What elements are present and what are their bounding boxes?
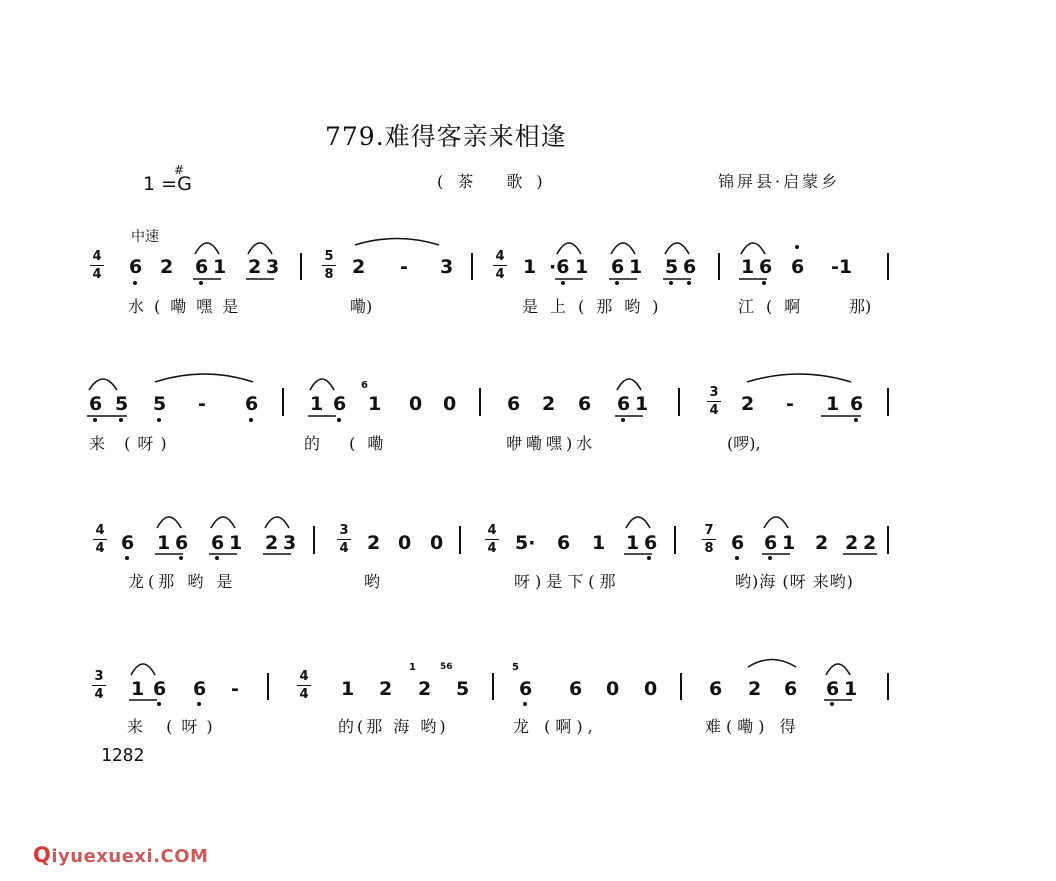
note: 6 bbox=[759, 256, 773, 278]
note: 2 bbox=[265, 532, 279, 554]
note: 2 bbox=[367, 532, 381, 554]
note: ·6 bbox=[549, 256, 570, 278]
note: 1 bbox=[844, 678, 858, 700]
time-signature: 7 8 bbox=[702, 524, 716, 555]
note: 5 bbox=[665, 256, 679, 278]
note: 6 bbox=[826, 678, 840, 700]
note: 6 bbox=[578, 393, 592, 415]
note: 0 bbox=[606, 678, 620, 700]
note: 6 bbox=[175, 532, 189, 554]
note: 6 bbox=[764, 532, 778, 554]
genre-label: (茶 歌) bbox=[437, 172, 557, 191]
time-signature: 4 4 bbox=[297, 670, 311, 701]
dot bbox=[215, 556, 219, 560]
note: 6 bbox=[193, 678, 207, 700]
dot bbox=[621, 418, 625, 422]
note: - bbox=[231, 678, 239, 700]
note: 1 bbox=[782, 532, 796, 554]
slur bbox=[155, 374, 253, 382]
note: 1 bbox=[131, 678, 145, 700]
note: 1 bbox=[741, 256, 755, 278]
dot bbox=[669, 281, 673, 285]
note: 5 bbox=[115, 393, 129, 415]
note: - bbox=[400, 256, 408, 278]
note: 6 bbox=[211, 532, 225, 554]
lyric: 嘞) bbox=[350, 297, 373, 316]
grace-note: 5 bbox=[512, 662, 519, 673]
dot bbox=[687, 281, 691, 285]
lyric: 江(啊 bbox=[738, 297, 813, 316]
note: 6 bbox=[195, 256, 209, 278]
slur bbox=[355, 239, 439, 246]
note: - bbox=[198, 393, 206, 415]
dot bbox=[93, 418, 97, 422]
note: 3 bbox=[440, 256, 454, 278]
dot bbox=[337, 418, 341, 422]
note: 6 bbox=[557, 532, 571, 554]
key-note: G bbox=[177, 173, 192, 195]
time-signature: 3 4 bbox=[92, 670, 106, 701]
dot bbox=[157, 418, 161, 422]
slur bbox=[157, 517, 181, 528]
dot bbox=[830, 702, 834, 706]
note: 1 bbox=[229, 532, 243, 554]
note: 6 bbox=[153, 678, 167, 700]
note: 2 bbox=[863, 532, 877, 554]
dot bbox=[125, 556, 129, 560]
note: 6 bbox=[731, 532, 745, 554]
lyric: 难(嘞) 得 bbox=[705, 717, 801, 736]
dot bbox=[762, 281, 766, 285]
dot bbox=[735, 556, 739, 560]
note: 2 bbox=[748, 678, 762, 700]
lyric: 哟)海 (呀 来哟) bbox=[735, 572, 854, 591]
note: 2 bbox=[352, 256, 366, 278]
note: 2 bbox=[160, 256, 174, 278]
time-signature: 4 4 bbox=[90, 250, 104, 281]
slur bbox=[89, 379, 117, 390]
note: 1 bbox=[592, 532, 606, 554]
note: 2 bbox=[815, 532, 829, 554]
lyric: 龙 (啊), bbox=[513, 717, 598, 736]
note: 0 bbox=[430, 532, 444, 554]
note: -1 bbox=[831, 256, 853, 278]
note: 6 bbox=[644, 532, 658, 554]
slur bbox=[617, 379, 641, 390]
dot bbox=[523, 702, 527, 706]
dot bbox=[795, 245, 799, 249]
note: 0 bbox=[644, 678, 658, 700]
page-number: 1282 bbox=[101, 745, 145, 766]
note: 5 bbox=[153, 393, 167, 415]
key-prefix: 1 = bbox=[143, 173, 178, 195]
note: 1 bbox=[629, 256, 643, 278]
note: 6 bbox=[89, 393, 103, 415]
note: 1 bbox=[626, 532, 640, 554]
site-watermark: Qiyuexuexi.COM bbox=[33, 843, 209, 867]
note: 0 bbox=[443, 393, 457, 415]
dot bbox=[199, 281, 203, 285]
note: 2 bbox=[418, 678, 432, 700]
time-signature: 3 4 bbox=[707, 386, 721, 417]
note: 6 bbox=[784, 678, 798, 700]
grace-note: 1 bbox=[409, 662, 416, 673]
lyric: 是上(那哟) bbox=[522, 297, 671, 316]
slur bbox=[748, 660, 796, 668]
origin-label: 锦屏县·启蒙乡 bbox=[718, 172, 841, 191]
lyric: 来 (呀) bbox=[89, 434, 174, 453]
lyric: 那) bbox=[849, 297, 872, 316]
dot bbox=[197, 702, 201, 706]
grace-note: 6 bbox=[361, 380, 368, 391]
slur bbox=[211, 517, 235, 528]
note: 2 bbox=[248, 256, 262, 278]
sharp-sign: # bbox=[174, 163, 185, 177]
slur bbox=[131, 664, 155, 675]
slur bbox=[265, 517, 289, 528]
slur bbox=[741, 243, 765, 254]
time-signature: 3 4 bbox=[337, 524, 351, 555]
slur bbox=[826, 664, 850, 675]
slur bbox=[747, 374, 851, 382]
note: 5· bbox=[515, 532, 536, 554]
dot bbox=[854, 418, 858, 422]
lyric: (啰), bbox=[727, 434, 761, 453]
note: 1 bbox=[575, 256, 589, 278]
note: 6 bbox=[129, 256, 143, 278]
slur bbox=[310, 379, 334, 390]
lyric: 来 (呀) bbox=[127, 717, 222, 736]
slur bbox=[611, 243, 635, 254]
song-title: 779.难得客亲来相逢 bbox=[325, 122, 567, 151]
note: 6 bbox=[519, 678, 533, 700]
note: 0 bbox=[398, 532, 412, 554]
note: 6 bbox=[617, 393, 631, 415]
note: 1 bbox=[826, 393, 840, 415]
note: 1 bbox=[157, 532, 171, 554]
dot bbox=[249, 418, 253, 422]
dot bbox=[119, 418, 123, 422]
note: 6 bbox=[611, 256, 625, 278]
dot bbox=[133, 281, 137, 285]
time-signature: 5 8 bbox=[322, 250, 336, 281]
note: 1 bbox=[213, 256, 227, 278]
note: 1 bbox=[368, 393, 382, 415]
slur bbox=[764, 517, 788, 528]
grace-note: 56 bbox=[440, 662, 453, 672]
lyric: 咿嘞嘿)水 bbox=[506, 434, 597, 453]
note: 3 bbox=[283, 532, 297, 554]
slur bbox=[626, 517, 650, 528]
slur bbox=[665, 243, 689, 254]
slur bbox=[195, 243, 219, 254]
note: 1 bbox=[341, 678, 355, 700]
time-signature: 4 4 bbox=[93, 524, 107, 555]
note: 6 bbox=[709, 678, 723, 700]
lyric: 水(嘞嘿是 bbox=[128, 297, 249, 316]
note: 6 bbox=[791, 256, 805, 278]
lyric: 呀)是下(那 bbox=[514, 572, 621, 591]
note: 2 bbox=[845, 532, 859, 554]
slur bbox=[248, 243, 272, 254]
dot bbox=[157, 702, 161, 706]
lyric: 龙(那 哟 是 bbox=[128, 572, 237, 591]
slur bbox=[557, 243, 581, 254]
note: 0 bbox=[409, 393, 423, 415]
tempo-marking: 中速 bbox=[131, 229, 159, 245]
note: 6 bbox=[683, 256, 697, 278]
underlines bbox=[87, 279, 877, 700]
note: 6 bbox=[850, 393, 864, 415]
note: 3 bbox=[266, 256, 280, 278]
note: 6 bbox=[569, 678, 583, 700]
note: 6 bbox=[333, 393, 347, 415]
barlines bbox=[268, 253, 888, 700]
note: 2 bbox=[379, 678, 393, 700]
note: 2 bbox=[542, 393, 556, 415]
dot bbox=[561, 281, 565, 285]
lyric: 哟 bbox=[364, 572, 381, 591]
note: 1 bbox=[523, 256, 537, 278]
lyric: 的 (嘞 bbox=[304, 434, 396, 453]
note: 1 bbox=[310, 393, 324, 415]
lyric: 的(那 海 哟) bbox=[338, 717, 449, 736]
note: 6 bbox=[121, 532, 135, 554]
dot bbox=[647, 556, 651, 560]
dot bbox=[768, 556, 772, 560]
note: 5 bbox=[456, 678, 470, 700]
dot bbox=[179, 556, 183, 560]
note: 6 bbox=[507, 393, 521, 415]
note: 1 bbox=[635, 393, 649, 415]
dot bbox=[615, 281, 619, 285]
time-signature: 4 4 bbox=[485, 524, 499, 555]
time-signature: 4 4 bbox=[493, 250, 507, 281]
note: - bbox=[786, 393, 794, 415]
note: 6 bbox=[245, 393, 259, 415]
note: 2 bbox=[741, 393, 755, 415]
